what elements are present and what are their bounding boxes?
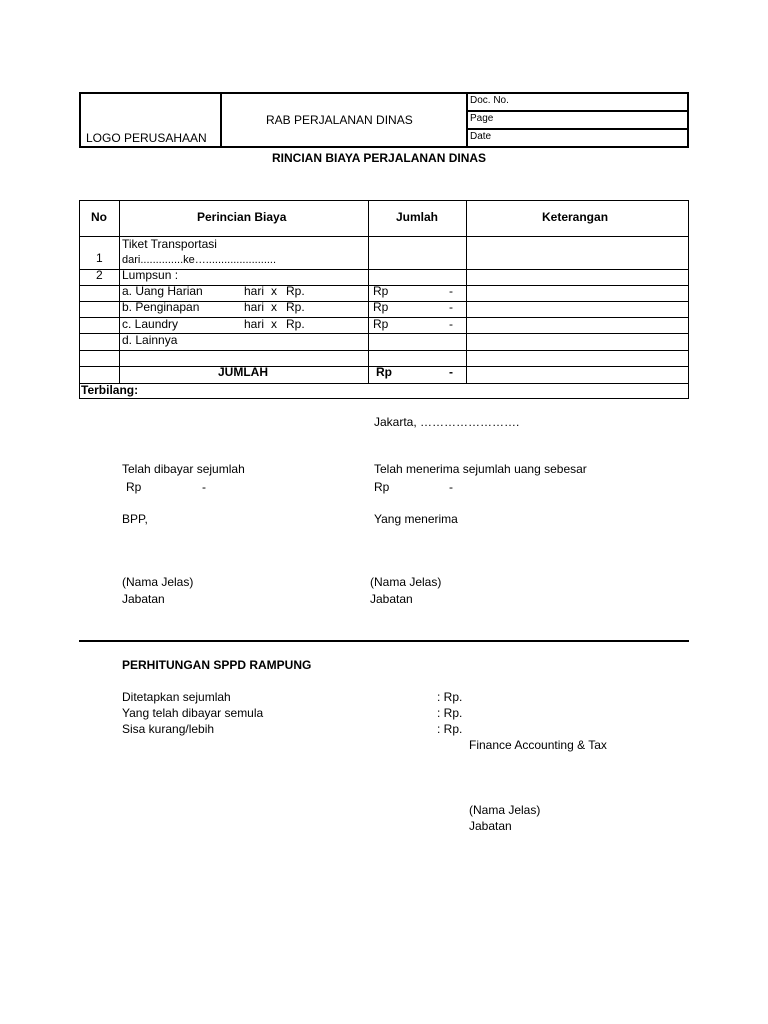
item-unit: hari <box>244 300 265 314</box>
table-grid-line <box>119 201 120 383</box>
sppd-signer-position: Jabatan <box>469 819 512 833</box>
table-grid-line <box>80 350 688 351</box>
column-header-no: No <box>91 210 107 224</box>
item-amount-value: - <box>449 317 453 331</box>
item-label: a. Uang Harian <box>122 284 203 298</box>
received-currency: Rp <box>374 480 390 494</box>
table-grid-line <box>466 201 467 383</box>
item-amount-currency: Rp <box>373 317 389 331</box>
item-rate-label: Rp. <box>286 300 305 314</box>
item-unit: hari <box>244 317 265 331</box>
row2-detail: Lumpsun : <box>122 268 179 282</box>
item-unit: hari <box>244 284 265 298</box>
item-amount-currency: Rp <box>373 284 389 298</box>
signer-position-right: Jabatan <box>370 592 413 606</box>
item-multiply: x <box>271 317 277 331</box>
item-label: c. Laundry <box>122 317 179 331</box>
header-divider <box>466 94 468 146</box>
total-value: - <box>449 365 453 379</box>
place-date: Jakarta, ……………………. <box>374 415 520 429</box>
sppd-department: Finance Accounting & Tax <box>469 738 607 752</box>
row1-no: 1 <box>96 251 103 265</box>
terbilang-label: Terbilang: <box>81 383 139 397</box>
item-label-other: d. Lainnya <box>122 333 178 347</box>
item-amount-value: - <box>449 284 453 298</box>
header-divider <box>466 128 687 130</box>
page-label: Page <box>470 113 494 124</box>
date-label: Date <box>470 131 492 142</box>
row1-detail-line2: dari..............ke…....................... <box>122 254 277 266</box>
item-multiply: x <box>271 300 277 314</box>
signer-position-left: Jabatan <box>122 592 165 606</box>
column-header-note: Keterangan <box>542 210 609 224</box>
document-title: RAB PERJALANAN DINAS <box>266 113 413 127</box>
sppd-row-value: : Rp. <box>437 706 463 720</box>
paid-value: - <box>202 480 206 494</box>
signer-name-right: (Nama Jelas) <box>370 575 442 589</box>
item-multiply: x <box>271 284 277 298</box>
sppd-row-value: : Rp. <box>437 722 463 736</box>
bpp-label: BPP, <box>122 512 148 526</box>
section-divider <box>79 640 689 642</box>
sppd-row-label: Sisa kurang/lebih <box>122 722 215 736</box>
total-currency: Rp <box>376 365 392 379</box>
section-subtitle: RINCIAN BIAYA PERJALANAN DINAS <box>272 151 487 165</box>
row1-detail-line1: Tiket Transportasi <box>122 237 217 251</box>
sppd-signer-name: (Nama Jelas) <box>469 803 541 817</box>
sppd-row-label: Yang telah dibayar semula <box>122 706 264 720</box>
total-label: JUMLAH <box>218 365 268 379</box>
sppd-title: PERHITUNGAN SPPD RAMPUNG <box>122 658 312 672</box>
sppd-row-value: : Rp. <box>437 690 463 704</box>
company-logo-placeholder: LOGO PERUSAHAAN <box>86 131 207 145</box>
item-rate-label: Rp. <box>286 317 305 331</box>
doc-no-label: Doc. No. <box>470 95 509 106</box>
header-divider <box>466 110 687 112</box>
sppd-row-label: Ditetapkan sejumlah <box>122 690 231 704</box>
paid-label: Telah dibayar sejumlah <box>122 462 245 476</box>
item-label: b. Penginapan <box>122 300 200 314</box>
column-header-detail: Perincian Biaya <box>197 210 287 224</box>
receiver-label: Yang menerima <box>374 512 458 526</box>
row2-no: 2 <box>96 268 103 282</box>
column-header-amount: Jumlah <box>396 210 439 224</box>
table-grid-line <box>80 383 688 384</box>
item-amount-currency: Rp <box>373 300 389 314</box>
item-amount-value: - <box>449 300 453 314</box>
item-rate-label: Rp. <box>286 284 305 298</box>
received-label: Telah menerima sejumlah uang sebesar <box>374 462 587 476</box>
table-grid-line <box>368 201 369 383</box>
signer-name-left: (Nama Jelas) <box>122 575 194 589</box>
header-divider <box>220 94 222 146</box>
received-value: - <box>449 480 453 494</box>
paid-currency: Rp <box>126 480 142 494</box>
